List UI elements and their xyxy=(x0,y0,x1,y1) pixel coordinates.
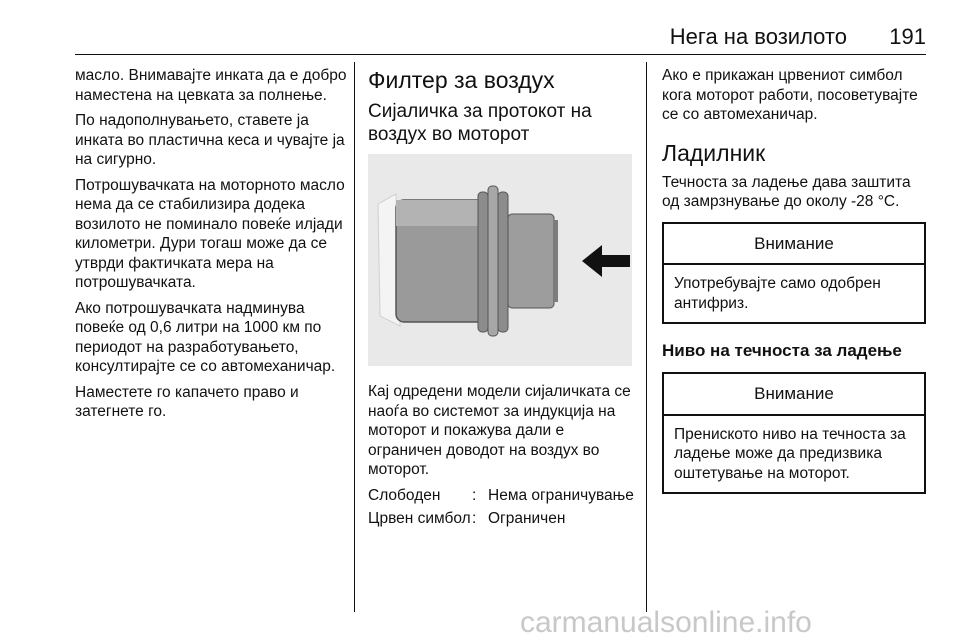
paragraph: Потрошувачката на моторното масло нема да се стабилизира додека возилото не поминало повеќе илјади километри. Дури тогаш може да се утврди фактичката мера на потрошувачката. xyxy=(75,176,345,291)
page-number: 191 xyxy=(889,24,926,49)
subsection-heading-coolant-level: Ниво на течноста за ладење xyxy=(662,341,902,360)
table-value: Нема ограничување xyxy=(488,486,634,504)
caution-box xyxy=(662,372,926,494)
table-separator: : xyxy=(472,486,477,504)
table-key: Слободен xyxy=(368,486,441,504)
section-heading-air-filter: Филтер за воздух xyxy=(368,67,555,93)
paragraph: масло. Внимавајте инката да е добро наместена на цевката за полнење. xyxy=(75,67,347,104)
column-divider-left xyxy=(354,62,355,612)
column-divider-right xyxy=(646,62,647,612)
indicator-status-table xyxy=(368,486,636,529)
caution-title: Внимание xyxy=(664,374,924,416)
column-right xyxy=(662,66,926,506)
paragraph: Течноста за ладење дава заштита од замрзнување до околу -28 °C. xyxy=(662,173,911,210)
caution-text: Прениското ниво на течноста за ладење може да предизвика оштетување на моторот. xyxy=(674,425,906,482)
paragraph: По надополнувањето, ставете ја инката во пластична кеса и чувајте ја на сигурно. xyxy=(75,112,345,168)
section-heading-radiator: Ладилник xyxy=(662,139,766,166)
table-value: Ограничен xyxy=(488,510,566,527)
caution-text: Употребувајте само одобрен антифриз. xyxy=(674,275,881,312)
page-header-title: Нега на возилото xyxy=(669,24,847,49)
header-rule xyxy=(75,54,926,55)
indicator-drawing xyxy=(368,154,632,366)
subsection-heading-airflow-indicator: Сијаличка за протокот на воздух во моторот xyxy=(368,101,592,145)
paragraph: Ако потрошувачката надминува повеќе од 0,6 литри на 1000 км по периодот на разработувањето, консултирајте се со автомеханичар. xyxy=(75,299,336,375)
table-key: Црвен симбол xyxy=(368,510,471,527)
paragraph: Наместете го капачето право и затегнете го. xyxy=(75,383,299,420)
column-middle xyxy=(368,66,636,529)
column-left xyxy=(75,66,347,428)
watermark: carmanualsonline.info xyxy=(520,606,812,639)
paragraph: Кај одредени модели сијаличката се наоѓа во системот за индукција на моторот и покажува дали е ограничен доводот на воздух во моторот. xyxy=(368,383,631,478)
caution-title: Внимание xyxy=(664,224,924,266)
table-separator: : xyxy=(472,510,477,527)
caution-box xyxy=(662,222,926,325)
paragraph: Ако е прикажан црвениот симбол кога моторот работи, посоветувајте се со автомеханичар. xyxy=(662,67,918,123)
airflow-indicator-illustration xyxy=(368,154,632,366)
